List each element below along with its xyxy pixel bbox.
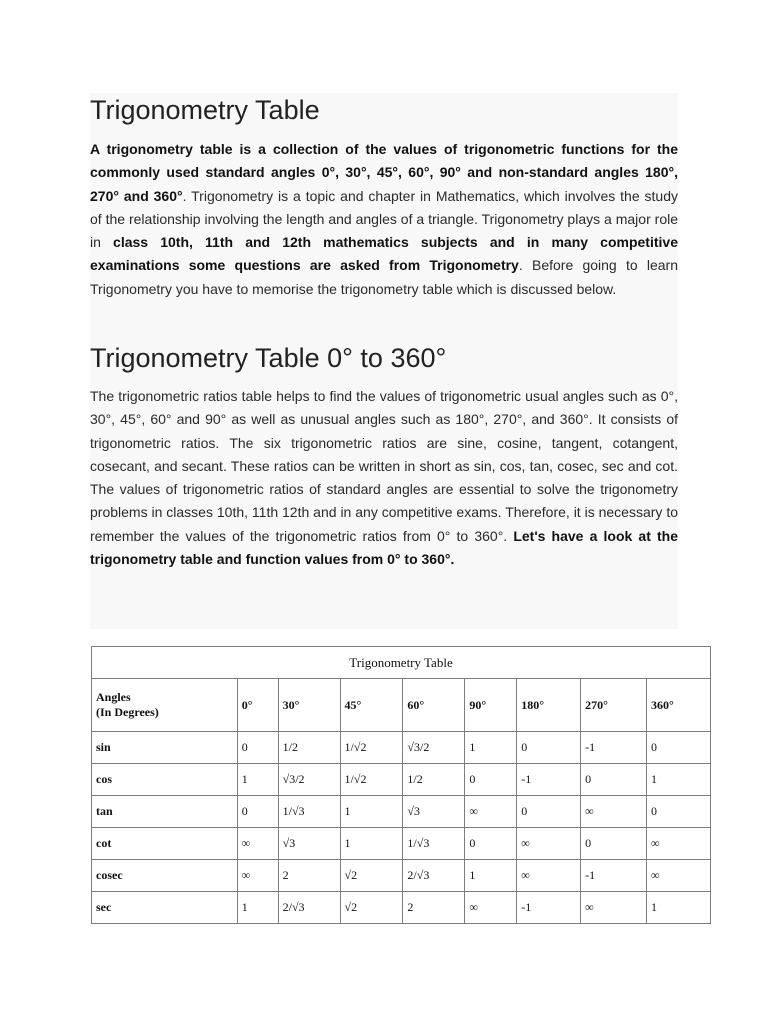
value-cell: 1 [237,764,278,796]
value-cell: 0 [237,732,278,764]
section-paragraph [90,385,678,571]
angle-header-cell: 360° [647,679,711,732]
angle-header-cell: 0° [237,679,278,732]
value-cell: 1 [465,860,517,892]
value-cell: -1 [581,860,647,892]
value-cell: 0 [465,764,517,796]
trigonometry-table [91,646,711,924]
angles-header-label: Angles [96,690,131,704]
table-row [92,860,711,892]
value-cell: ∞ [517,828,581,860]
table-caption-row [92,647,711,679]
value-cell: ∞ [237,828,278,860]
value-cell: -1 [581,732,647,764]
value-cell: 0 [517,796,581,828]
angle-header-cell: 60° [403,679,465,732]
value-cell: ∞ [581,892,647,924]
table-row [92,828,711,860]
section-text-1: The trigonometric ratios table helps to find the values of trigonometric usual angles such as 0°, 30°, 45°, 60° and 90° as well as unusual angles such as 180°, 270°, and 360°. It consists of trigonometric ratios. The six trigonometric ratios are sine, cosine, tangent, cotangent, cosecant, and secant. These ratios can be written in short as sin, cos, tan, cosec, sec and cot. The values of trigonometric ratios of standard angles are essential to solve the trigonometry problems in classes 10th, 11th 12th and in any competitive exams. Therefore, it is necessary to remember the values of the trigonometric ratios from 0° to 360°. [90,388,678,544]
value-cell: 1/√2 [340,732,403,764]
value-cell: 1/√2 [340,764,403,796]
value-cell: √3/2 [403,732,465,764]
value-cell: 1 [647,764,711,796]
function-name-cell: tan [92,796,238,828]
angle-header-cell: 270° [581,679,647,732]
value-cell: 1 [465,732,517,764]
angles-header-cell [92,679,238,732]
value-cell: 1/2 [403,764,465,796]
table-header-row [92,679,711,732]
value-cell: ∞ [581,796,647,828]
value-cell: 0 [647,732,711,764]
angle-header-cell: 45° [340,679,403,732]
table-caption: Trigonometry Table [92,647,711,679]
angles-header-unit: (In Degrees) [96,705,159,719]
intro-text-2: . Before going to learn Trigonometry you have to memorise the trigonometry table which is discussed below. [90,257,678,297]
intro-paragraph [90,138,678,301]
table-row [92,764,711,796]
table-row [92,892,711,924]
value-cell: ∞ [647,828,711,860]
value-cell: ∞ [647,860,711,892]
value-cell: -1 [517,892,581,924]
value-cell: ∞ [465,796,517,828]
value-cell: ∞ [465,892,517,924]
intro-bold-1: A trigonometry table is a collection of the values of trigonometric functions for the commonly used standard angles 0°, 30°, 45°, 60°, 90° and non-standard angles 180°, 270° and 360° [90,141,678,204]
page-title: Trigonometry Table [90,95,320,125]
value-cell: √2 [340,892,403,924]
value-cell: 1/√3 [403,828,465,860]
angle-header-cell: 30° [278,679,340,732]
table-row [92,732,711,764]
value-cell: 1/√3 [278,796,340,828]
section-bold-1: Let's have a look at the trigonometry table and function values from 0° to 360°. [90,527,678,568]
function-name-cell: cosec [92,860,238,892]
value-cell: ∞ [237,860,278,892]
article-section [90,93,678,629]
value-cell: √3 [278,828,340,860]
value-cell: √2 [340,860,403,892]
function-name-cell: sec [92,892,238,924]
value-cell: 2 [278,860,340,892]
value-cell: 0 [647,796,711,828]
value-cell: 0 [581,828,647,860]
intro-bold-2: class 10th, 11th and 12th mathematics subjects and in many competitive examinations some questions are asked from Trigonometry [90,234,678,274]
value-cell: 1/2 [278,732,340,764]
function-name-cell: cot [92,828,238,860]
function-name-cell: cos [92,764,238,796]
value-cell: 2/√3 [403,860,465,892]
section-title: Trigonometry Table 0° to 360° [90,343,447,373]
value-cell: 1 [647,892,711,924]
value-cell: 0 [237,796,278,828]
angle-header-cell: 90° [465,679,517,732]
value-cell: ∞ [517,860,581,892]
value-cell: 2 [403,892,465,924]
table-row [92,796,711,828]
value-cell: 1 [237,892,278,924]
value-cell: √3 [403,796,465,828]
value-cell: √3/2 [278,764,340,796]
intro-text-1: . Trigonometry is a topic and chapter in Mathematics, which involves the study of the relationship involving the length and angles of a triangle. Trigonometry plays a major role in [90,187,678,251]
value-cell: 0 [517,732,581,764]
value-cell: -1 [517,764,581,796]
function-name-cell: sin [92,732,238,764]
value-cell: 0 [465,828,517,860]
value-cell: 1 [340,828,403,860]
value-cell: 2/√3 [278,892,340,924]
angle-header-cell: 180° [517,679,581,732]
value-cell: 0 [581,764,647,796]
value-cell: 1 [340,796,403,828]
